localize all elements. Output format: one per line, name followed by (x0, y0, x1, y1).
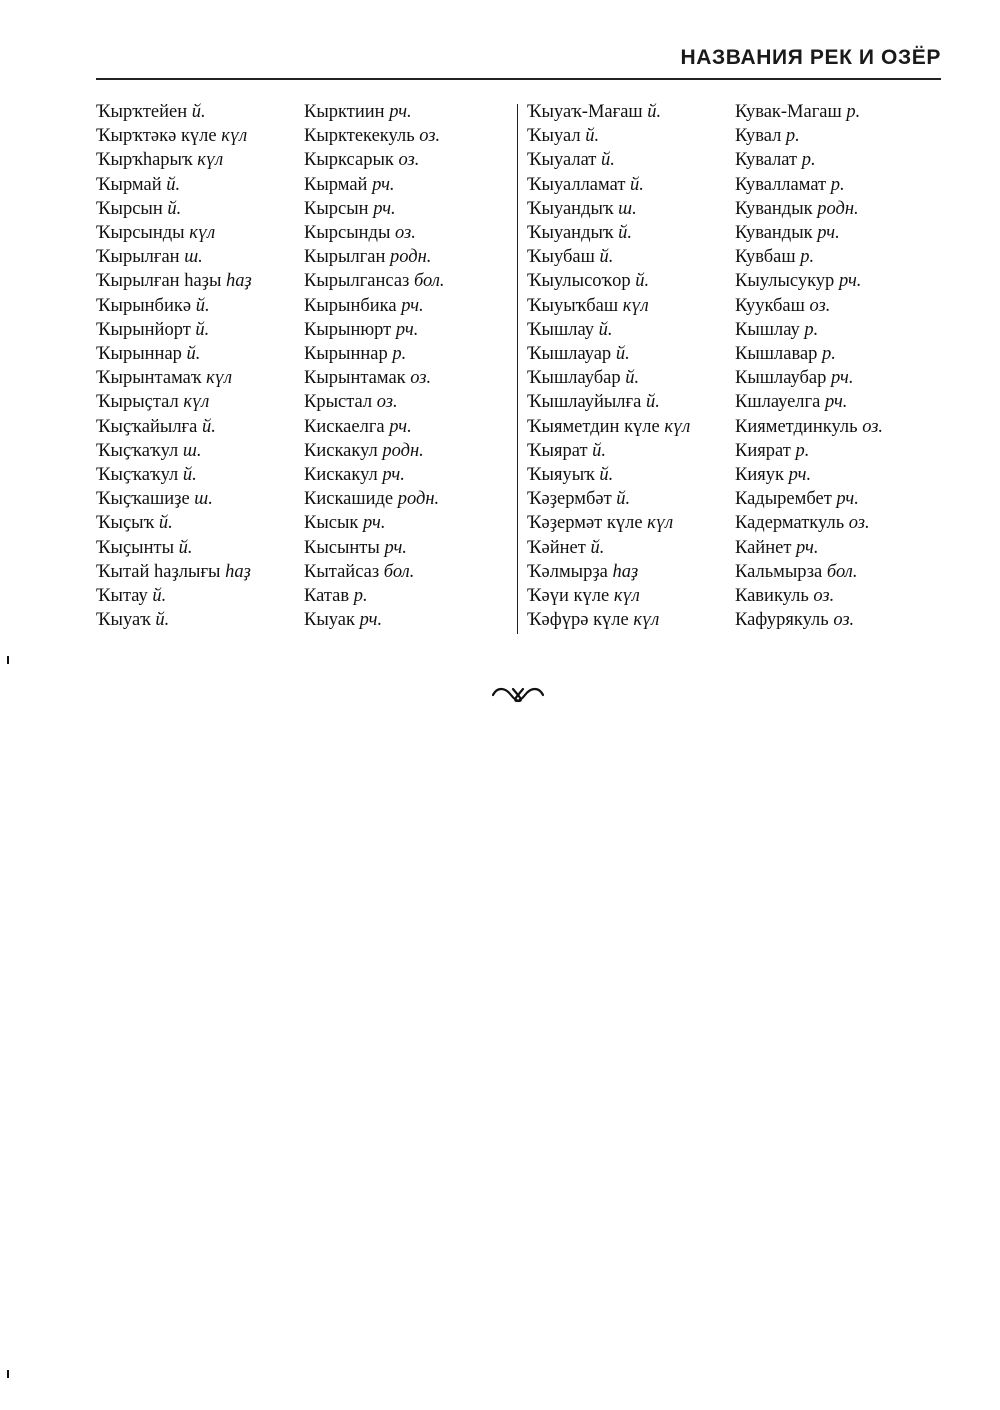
bashkir-entry (96, 608, 252, 632)
entry-name: Ҡыуал (527, 126, 581, 147)
entry-name: Кырынюрт (304, 319, 392, 340)
entry-type-abbr: рч. (796, 537, 819, 558)
russian-entry (735, 390, 883, 414)
russian-entry (304, 318, 445, 342)
entry-name: Кытайсаз (304, 561, 380, 582)
entry-name: Ҡәҙермбәт (527, 489, 612, 510)
russian-entry (304, 415, 445, 439)
entry-type-abbr: родн. (382, 440, 424, 461)
column-divider (517, 104, 518, 634)
entry-type-abbr: рч. (395, 319, 419, 340)
bashkir-entry (527, 245, 690, 269)
entry-type-abbr: й. (616, 489, 631, 510)
bashkir-entry (527, 463, 690, 487)
entry-type-abbr: һаҙ (612, 561, 639, 582)
entry-name: Кияук (735, 465, 784, 486)
entry-type-abbr: р. (801, 150, 816, 171)
entry-type-abbr: й. (152, 586, 167, 607)
bashkir-entry (527, 294, 690, 318)
entry-name: Ҡырыннар (96, 344, 182, 365)
russian-entry (735, 584, 883, 608)
entry-type-abbr: оз. (809, 295, 831, 316)
entry-type-abbr: оз. (833, 610, 855, 631)
russian-entry (735, 221, 883, 245)
entry-name: Куукбаш (735, 295, 805, 316)
entry-type-abbr: рч. (838, 271, 862, 292)
entry-name: Кышлау (735, 319, 800, 340)
entry-type-abbr: рч. (401, 295, 424, 316)
bashkir-entry (96, 124, 252, 148)
russian-entry (735, 124, 883, 148)
russian-entry (735, 318, 883, 342)
entry-type-abbr: күл (183, 392, 210, 413)
entry-type-abbr: й. (601, 150, 615, 171)
entry-name: Ҡырҡһарыҡ (96, 150, 193, 171)
bashkir-entry (527, 608, 690, 632)
entry-name: Кувалламат (735, 174, 827, 195)
ornament-divider-icon (491, 682, 545, 708)
entry-type-abbr: р. (830, 174, 845, 195)
entry-type-abbr: р. (353, 586, 368, 607)
entry-type-abbr: һаҙ (225, 561, 251, 582)
bashkir-entry (96, 584, 252, 608)
entry-type-abbr: р. (846, 102, 861, 122)
entry-name: Кувандык (735, 223, 813, 244)
entry-type-abbr: күл (647, 513, 674, 534)
entry-type-abbr: й. (201, 416, 216, 437)
russian-entry (304, 124, 445, 148)
entry-name: Ҡышлауйылға (527, 392, 642, 413)
russian-entry (304, 100, 445, 124)
bashkir-entry (96, 463, 252, 487)
entry-type-abbr: рч. (788, 465, 812, 486)
entry-type-abbr: күл (189, 223, 216, 244)
entry-name: Ҡырмай (96, 174, 162, 195)
bashkir-entry (527, 100, 690, 124)
entry-name: Ҡыҫынты (96, 537, 175, 558)
entry-name: Ҡәйнет (527, 537, 586, 558)
entry-type-abbr: й. (615, 344, 630, 365)
entry-type-abbr: й. (592, 440, 607, 461)
russian-entry (735, 173, 883, 197)
entry-name: Киярат (735, 440, 791, 461)
russian-entry (735, 511, 883, 535)
entry-name: Кырылган (304, 247, 386, 268)
bashkir-entry (96, 318, 252, 342)
entry-type-abbr: й. (195, 319, 210, 340)
entry-type-abbr: күл (221, 126, 248, 147)
entry-type-abbr: й. (166, 174, 181, 195)
entry-name: Ҡышлауар (527, 344, 612, 365)
russian-entry (304, 439, 445, 463)
bashkir-entry (96, 560, 252, 584)
entry-name: Ҡыҫҡашиҙе (96, 489, 190, 510)
entry-name: Ҡәфүрә күле (527, 610, 629, 631)
bashkir-entry (527, 342, 690, 366)
entry-name: Кафурякуль (735, 610, 829, 631)
russian-entry (304, 342, 445, 366)
entry-type-abbr: р. (795, 440, 810, 461)
entry-name: Ҡыуандыҡ (527, 223, 614, 244)
entry-type-abbr: й. (195, 295, 210, 316)
entry-name: Ҡәлмырҙа (527, 561, 608, 582)
entry-type-abbr: й. (155, 610, 170, 631)
entry-name: Кияметдинкуль (735, 416, 858, 437)
entry-name: Крыстал (304, 392, 373, 413)
entry-type-abbr: й. (635, 271, 650, 292)
entry-name: Ҡырсын (96, 198, 163, 219)
entry-name: Ҡыуалат (527, 150, 597, 171)
entry-name: Ҡырынбикә (96, 295, 192, 316)
entry-type-abbr: й. (647, 102, 662, 122)
entry-type-abbr: й. (182, 465, 197, 486)
entry-name: Ҡырылған һаҙы (96, 271, 222, 292)
entry-name: Ҡырҡтейен (96, 102, 188, 122)
entry-name: Кувбаш (735, 247, 796, 268)
russian-entry (735, 197, 883, 221)
russian-entry (304, 173, 445, 197)
entry-name: Ҡытау (96, 586, 148, 607)
entry-type-abbr: рч. (363, 513, 386, 534)
entry-name: Ҡыуыҡбаш (527, 295, 619, 316)
russian-entry (304, 560, 445, 584)
bashkir-entry (527, 221, 690, 245)
entry-name: Ҡырсынды (96, 223, 185, 244)
entry-name: Кшлауелга (735, 392, 821, 413)
entry-type-abbr: рч. (817, 223, 840, 244)
bashkir-entry (96, 342, 252, 366)
entry-type-abbr: бол. (413, 271, 445, 292)
entry-name: Кискаелга (304, 416, 385, 437)
russian-entry (304, 487, 445, 511)
bashkir-entry (96, 100, 252, 124)
bashkir-entry (527, 560, 690, 584)
entry-name: Ҡыуалламат (527, 174, 626, 195)
bashkir-entry (527, 439, 690, 463)
entry-type-abbr: оз. (376, 392, 398, 413)
entry-name: Ҡәҙермәт күле (527, 513, 643, 534)
entry-type-abbr: күл (622, 295, 649, 316)
entry-name: Кавикуль (735, 586, 809, 607)
russian-entry (735, 608, 883, 632)
entry-type-abbr: ш. (618, 198, 637, 219)
entry-name: Ҡышлау (527, 319, 594, 340)
entry-name: Кысык (304, 513, 359, 534)
entry-name: Ҡырылған (96, 247, 180, 268)
entry-name: Ҡыҫҡайылға (96, 416, 198, 437)
russian-entry (735, 439, 883, 463)
russian-entry (304, 294, 445, 318)
entry-type-abbr: ш. (194, 489, 213, 510)
bashkir-entry (96, 197, 252, 221)
entry-type-abbr: рч. (373, 198, 396, 219)
entry-type-abbr: күл (613, 586, 640, 607)
entry-type-abbr: күл (197, 150, 224, 171)
russian-entry (735, 148, 883, 172)
russian-entry (735, 463, 883, 487)
russian-names-column-left (304, 100, 445, 632)
entry-name: Ҡыҫҡаҡул (96, 465, 179, 486)
bashkir-entry (96, 366, 252, 390)
bashkir-entry (527, 487, 690, 511)
entry-type-abbr: р. (804, 319, 819, 340)
russian-entry (735, 536, 883, 560)
bashkir-entry (527, 318, 690, 342)
entry-name: Кырынбика (304, 295, 397, 316)
russian-entry (304, 536, 445, 560)
entry-type-abbr: оз. (419, 126, 441, 147)
entry-type-abbr: й. (598, 319, 613, 340)
entry-type-abbr: рч. (382, 465, 405, 486)
entry-name: Кискакул (304, 465, 378, 486)
entry-name: Катав (304, 586, 350, 607)
entry-name: Кискакул (304, 440, 378, 461)
bashkir-entry (527, 148, 690, 172)
bashkir-entry (96, 269, 252, 293)
entry-type-abbr: родн. (397, 489, 440, 510)
entry-type-abbr: родн. (817, 198, 859, 219)
entry-type-abbr: р. (800, 247, 815, 268)
entry-type-abbr: оз. (398, 150, 420, 171)
bashkir-entry (527, 197, 690, 221)
entry-name: Ҡәүи күле (527, 586, 610, 607)
scan-margin-mark (7, 1370, 9, 1378)
entry-type-abbr: р. (785, 126, 800, 147)
russian-entry (304, 366, 445, 390)
entry-type-abbr: бол. (383, 561, 415, 582)
entry-type-abbr: оз. (862, 416, 884, 437)
bashkir-entry (96, 173, 252, 197)
page-header (96, 38, 941, 80)
russian-entry (304, 148, 445, 172)
entry-type-abbr: й. (590, 537, 605, 558)
entry-type-abbr: й. (178, 537, 193, 558)
bashkir-entry (96, 415, 252, 439)
entry-name: Ҡыулысоҡор (527, 271, 631, 292)
bashkir-entry (96, 390, 252, 414)
bashkir-entry (527, 173, 690, 197)
entry-name: Кырмай (304, 174, 368, 195)
entry-name: Кырыннар (304, 344, 388, 365)
entry-name: Кадырембет (735, 489, 832, 510)
entry-type-abbr: рч. (836, 489, 859, 510)
entry-type-abbr: рч. (372, 174, 395, 195)
bashkir-entry (527, 415, 690, 439)
bashkir-entry (527, 536, 690, 560)
bashkir-entry (527, 124, 690, 148)
entry-name: Кышлавар (735, 344, 818, 365)
entry-name: Кувалат (735, 150, 798, 171)
entry-type-abbr: оз. (410, 368, 432, 389)
entry-name: Ҡыяуыҡ (527, 465, 595, 486)
entry-name: Кайнет (735, 537, 792, 558)
bashkir-entry (527, 390, 690, 414)
bashkir-entry (96, 221, 252, 245)
entry-type-abbr: оз. (813, 586, 835, 607)
entry-type-abbr: бол. (826, 561, 858, 582)
entry-name: Кыуак (304, 610, 355, 631)
russian-entry (735, 294, 883, 318)
bashkir-entry (96, 148, 252, 172)
page-title: НАЗВАНИЯ РЕК И ОЗЁР (680, 46, 941, 69)
russian-entry (304, 221, 445, 245)
entry-type-abbr: й. (645, 392, 660, 413)
entry-type-abbr: рч. (359, 610, 383, 631)
entry-name: Кысынты (304, 537, 380, 558)
bashkir-entry (96, 536, 252, 560)
entry-name: Кувак-Магаш (735, 102, 842, 122)
russian-entry (304, 197, 445, 221)
entry-type-abbr: рч. (824, 392, 848, 413)
entry-type-abbr: й. (158, 513, 173, 534)
entry-type-abbr: оз. (395, 223, 416, 244)
entry-type-abbr: рч. (389, 102, 412, 122)
bashkir-entry (96, 511, 252, 535)
entry-name: Ҡырынтамаҡ (96, 368, 202, 389)
russian-entry (735, 415, 883, 439)
bashkir-entry (527, 269, 690, 293)
entry-type-abbr: р. (822, 344, 836, 365)
entry-name: Ҡыярат (527, 440, 588, 461)
entry-type-abbr: й. (599, 247, 614, 268)
entry-type-abbr: родн. (390, 247, 432, 268)
entry-type-abbr: ш. (184, 247, 203, 268)
entry-type-abbr: й. (191, 102, 206, 122)
entry-name: Ҡыҫыҡ (96, 513, 155, 534)
entry-type-abbr: й. (186, 344, 201, 365)
scan-margin-mark (7, 656, 9, 664)
entry-name: Кышлаубар (735, 368, 827, 389)
entry-name: Ҡытай һаҙлығы (96, 561, 221, 582)
entry-type-abbr: й. (585, 126, 600, 147)
entry-name: Ҡырҡтәкә күле (96, 126, 217, 147)
russian-entry (304, 245, 445, 269)
russian-entry (735, 100, 883, 124)
entry-type-abbr: р. (392, 344, 407, 365)
entry-name: Ҡырыҫтал (96, 392, 179, 413)
entry-name: Ҡыубаш (527, 247, 595, 268)
entry-name: Кырсын (304, 198, 369, 219)
russian-entry (735, 342, 883, 366)
entry-name: Кувандык (735, 198, 813, 219)
entry-name: Ҡыяметдин күле (527, 416, 660, 437)
entry-name: Кувал (735, 126, 782, 147)
entry-type-abbr: күл (206, 368, 233, 389)
entry-name: Кыулысукур (735, 271, 835, 292)
bashkir-entry (527, 366, 690, 390)
bashkir-entry (96, 294, 252, 318)
entry-name: Кадерматкуль (735, 513, 845, 534)
russian-names-column-right (735, 100, 883, 632)
entry-name: Кырылгансаз (304, 271, 410, 292)
entry-name: Ҡышлаубар (527, 368, 621, 389)
bashkir-entry (527, 584, 690, 608)
bashkir-entry (96, 439, 252, 463)
russian-entry (735, 366, 883, 390)
russian-entry (304, 608, 445, 632)
entry-type-abbr: й. (625, 368, 640, 389)
entry-type-abbr: күл (633, 610, 660, 631)
russian-entry (304, 463, 445, 487)
bashkir-names-column-left (96, 100, 252, 632)
bashkir-entry (96, 487, 252, 511)
russian-entry (735, 487, 883, 511)
entry-type-abbr: рч. (389, 416, 412, 437)
entry-type-abbr: й. (630, 174, 644, 195)
entry-name: Кырсынды (304, 223, 391, 244)
entry-type-abbr: һаҙ (226, 271, 252, 292)
entry-name: Ҡыуаҡ (96, 610, 151, 631)
bashkir-entry (527, 511, 690, 535)
russian-entry (735, 245, 883, 269)
entry-type-abbr: й. (167, 198, 182, 219)
entry-name: Кальмырза (735, 561, 823, 582)
entry-type-abbr: й. (599, 465, 614, 486)
russian-entry (304, 511, 445, 535)
entry-name: Кырксарык (304, 150, 394, 171)
entry-name: Ҡыҫҡаҡул (96, 440, 179, 461)
entry-name: Ҡырынйорт (96, 319, 191, 340)
entry-type-abbr: рч. (384, 537, 407, 558)
entry-name: Кырынтамак (304, 368, 406, 389)
entry-type-abbr: күл (664, 416, 691, 437)
bashkir-names-column-right (527, 100, 690, 632)
entry-name: Кискашиде (304, 489, 394, 510)
russian-entry (735, 560, 883, 584)
entry-name: Кырктиин (304, 102, 385, 122)
entry-name: Ҡыуаҡ-Мағаш (527, 102, 643, 122)
entry-type-abbr: оз. (848, 513, 870, 534)
entry-name: Ҡыуандыҡ (527, 198, 614, 219)
russian-entry (304, 269, 445, 293)
entry-type-abbr: ш. (182, 440, 202, 461)
entry-type-abbr: й. (618, 223, 633, 244)
entry-name: Кырктекекуль (304, 126, 415, 147)
russian-entry (735, 269, 883, 293)
russian-entry (304, 584, 445, 608)
bashkir-entry (96, 245, 252, 269)
entry-type-abbr: рч. (831, 368, 854, 389)
russian-entry (304, 390, 445, 414)
